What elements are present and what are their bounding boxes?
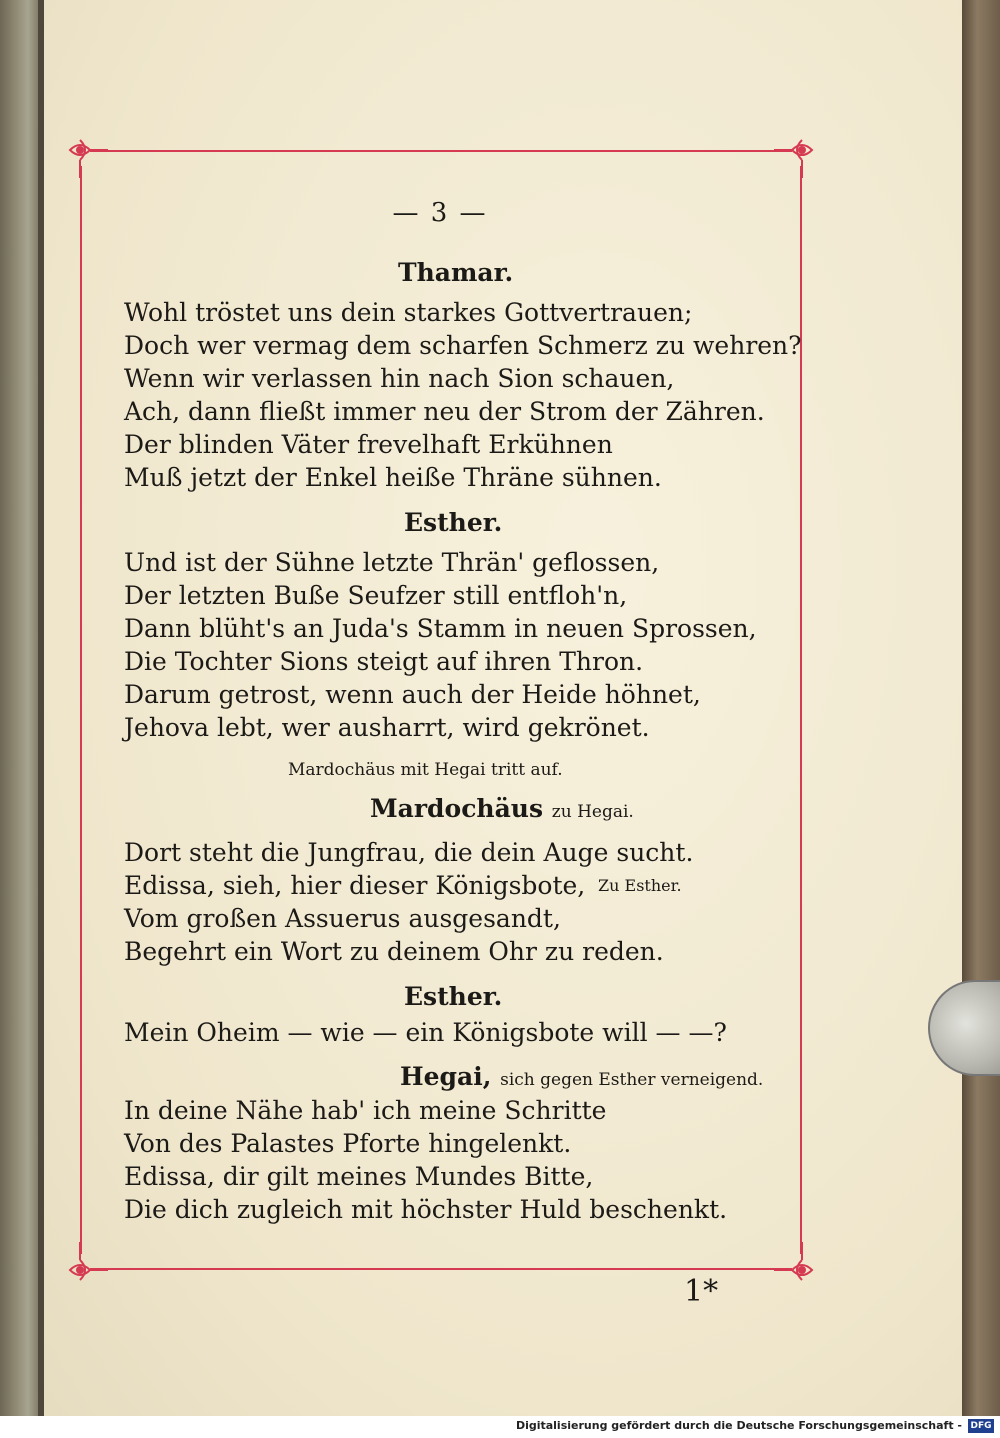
frame-top-line [90,150,792,152]
verse-line: Der letzten Buße Seufzer still entfloh'n, [124,581,628,610]
book-cover-right [962,0,1000,1416]
frame-left-line [80,166,82,1254]
verse-line: In deine Nähe hab' ich meine Schritte [124,1096,607,1125]
verse-line: Doch wer vermag dem scharfen Schmerz zu wehren? [124,331,802,360]
speaker-note: zu Hegai. [551,802,634,822]
speaker-line [370,794,634,823]
speaker-name: Hegai, [400,1062,492,1091]
verse-line: Wenn wir verlassen hin nach Sion schauen, [124,364,675,393]
verse-line: Der blinden Väter frevelhaft Erkühnen [124,430,613,459]
verse-line: Die dich zugleich mit höchster Huld beschenkt. [124,1195,728,1224]
verse-line: Muß jetzt der Enkel heiße Thräne sühnen. [124,463,662,492]
verse-line: Und ist der Sühne letzte Thrän' geflossen, [124,548,660,577]
verse-line: Dort steht die Jungfrau, die dein Auge sucht. [124,838,694,867]
verse-line: Die Tochter Sions steigt auf ihren Thron. [124,647,644,676]
verse-line: Mein Oheim — wie — ein Königsbote will — —? [124,1018,727,1047]
verse-line: Edissa, sieh, hier dieser Königsbote, [124,871,586,900]
verse-line: Jehova lebt, wer ausharrt, wird gekrönet. [124,713,650,742]
aside-direction: Zu Esther. [598,876,682,895]
verse-line: Wohl tröstet uns dein starkes Gottvertrauen; [124,298,693,327]
verse-line: Begehrt ein Wort zu deinem Ohr zu reden. [124,937,664,966]
speaker-name: Esther. [404,508,503,537]
frame-corner-ornament-icon [60,130,110,180]
frame-corner-ornament-icon [772,1240,822,1290]
dfg-logo-icon[interactable]: DFG [968,1419,994,1433]
verse-line: Vom großen Assuerus ausgesandt, [124,904,561,933]
verse-line: Von des Palastes Pforte hingelenkt. [124,1129,572,1158]
verse-line: Darum getrost, wenn auch der Heide höhnet, [124,680,701,709]
frame-right-line [800,166,802,1254]
speaker-note: sich gegen Esther verneigend. [500,1070,764,1090]
book-cover-left [0,0,40,1416]
frame-corner-ornament-icon [772,130,822,180]
printer-signature: 1* [684,1274,719,1309]
speaker-name: Esther. [404,982,503,1011]
speaker-name: Thamar. [398,258,514,287]
digitization-footer [0,1416,1000,1438]
speaker-line [400,1062,763,1091]
speaker-name: Mardochäus [370,794,544,823]
verse-line: Edissa, dir gilt meines Mundes Bitte, [124,1162,594,1191]
page-number: — 3 — [392,198,488,228]
stage-direction: Mardochäus mit Hegai tritt auf. [288,760,563,780]
verse-line: Ach, dann fließt immer neu der Strom der Zähren. [124,397,765,426]
frame-bottom-line [90,1268,792,1270]
frame-corner-ornament-icon [60,1240,110,1290]
funding-credit: Digitalisierung gefördert durch die Deutsche Forschungsgemeinschaft - [515,1419,962,1432]
verse-line: Dann blüht's an Juda's Stamm in neuen Sprossen, [124,614,757,643]
